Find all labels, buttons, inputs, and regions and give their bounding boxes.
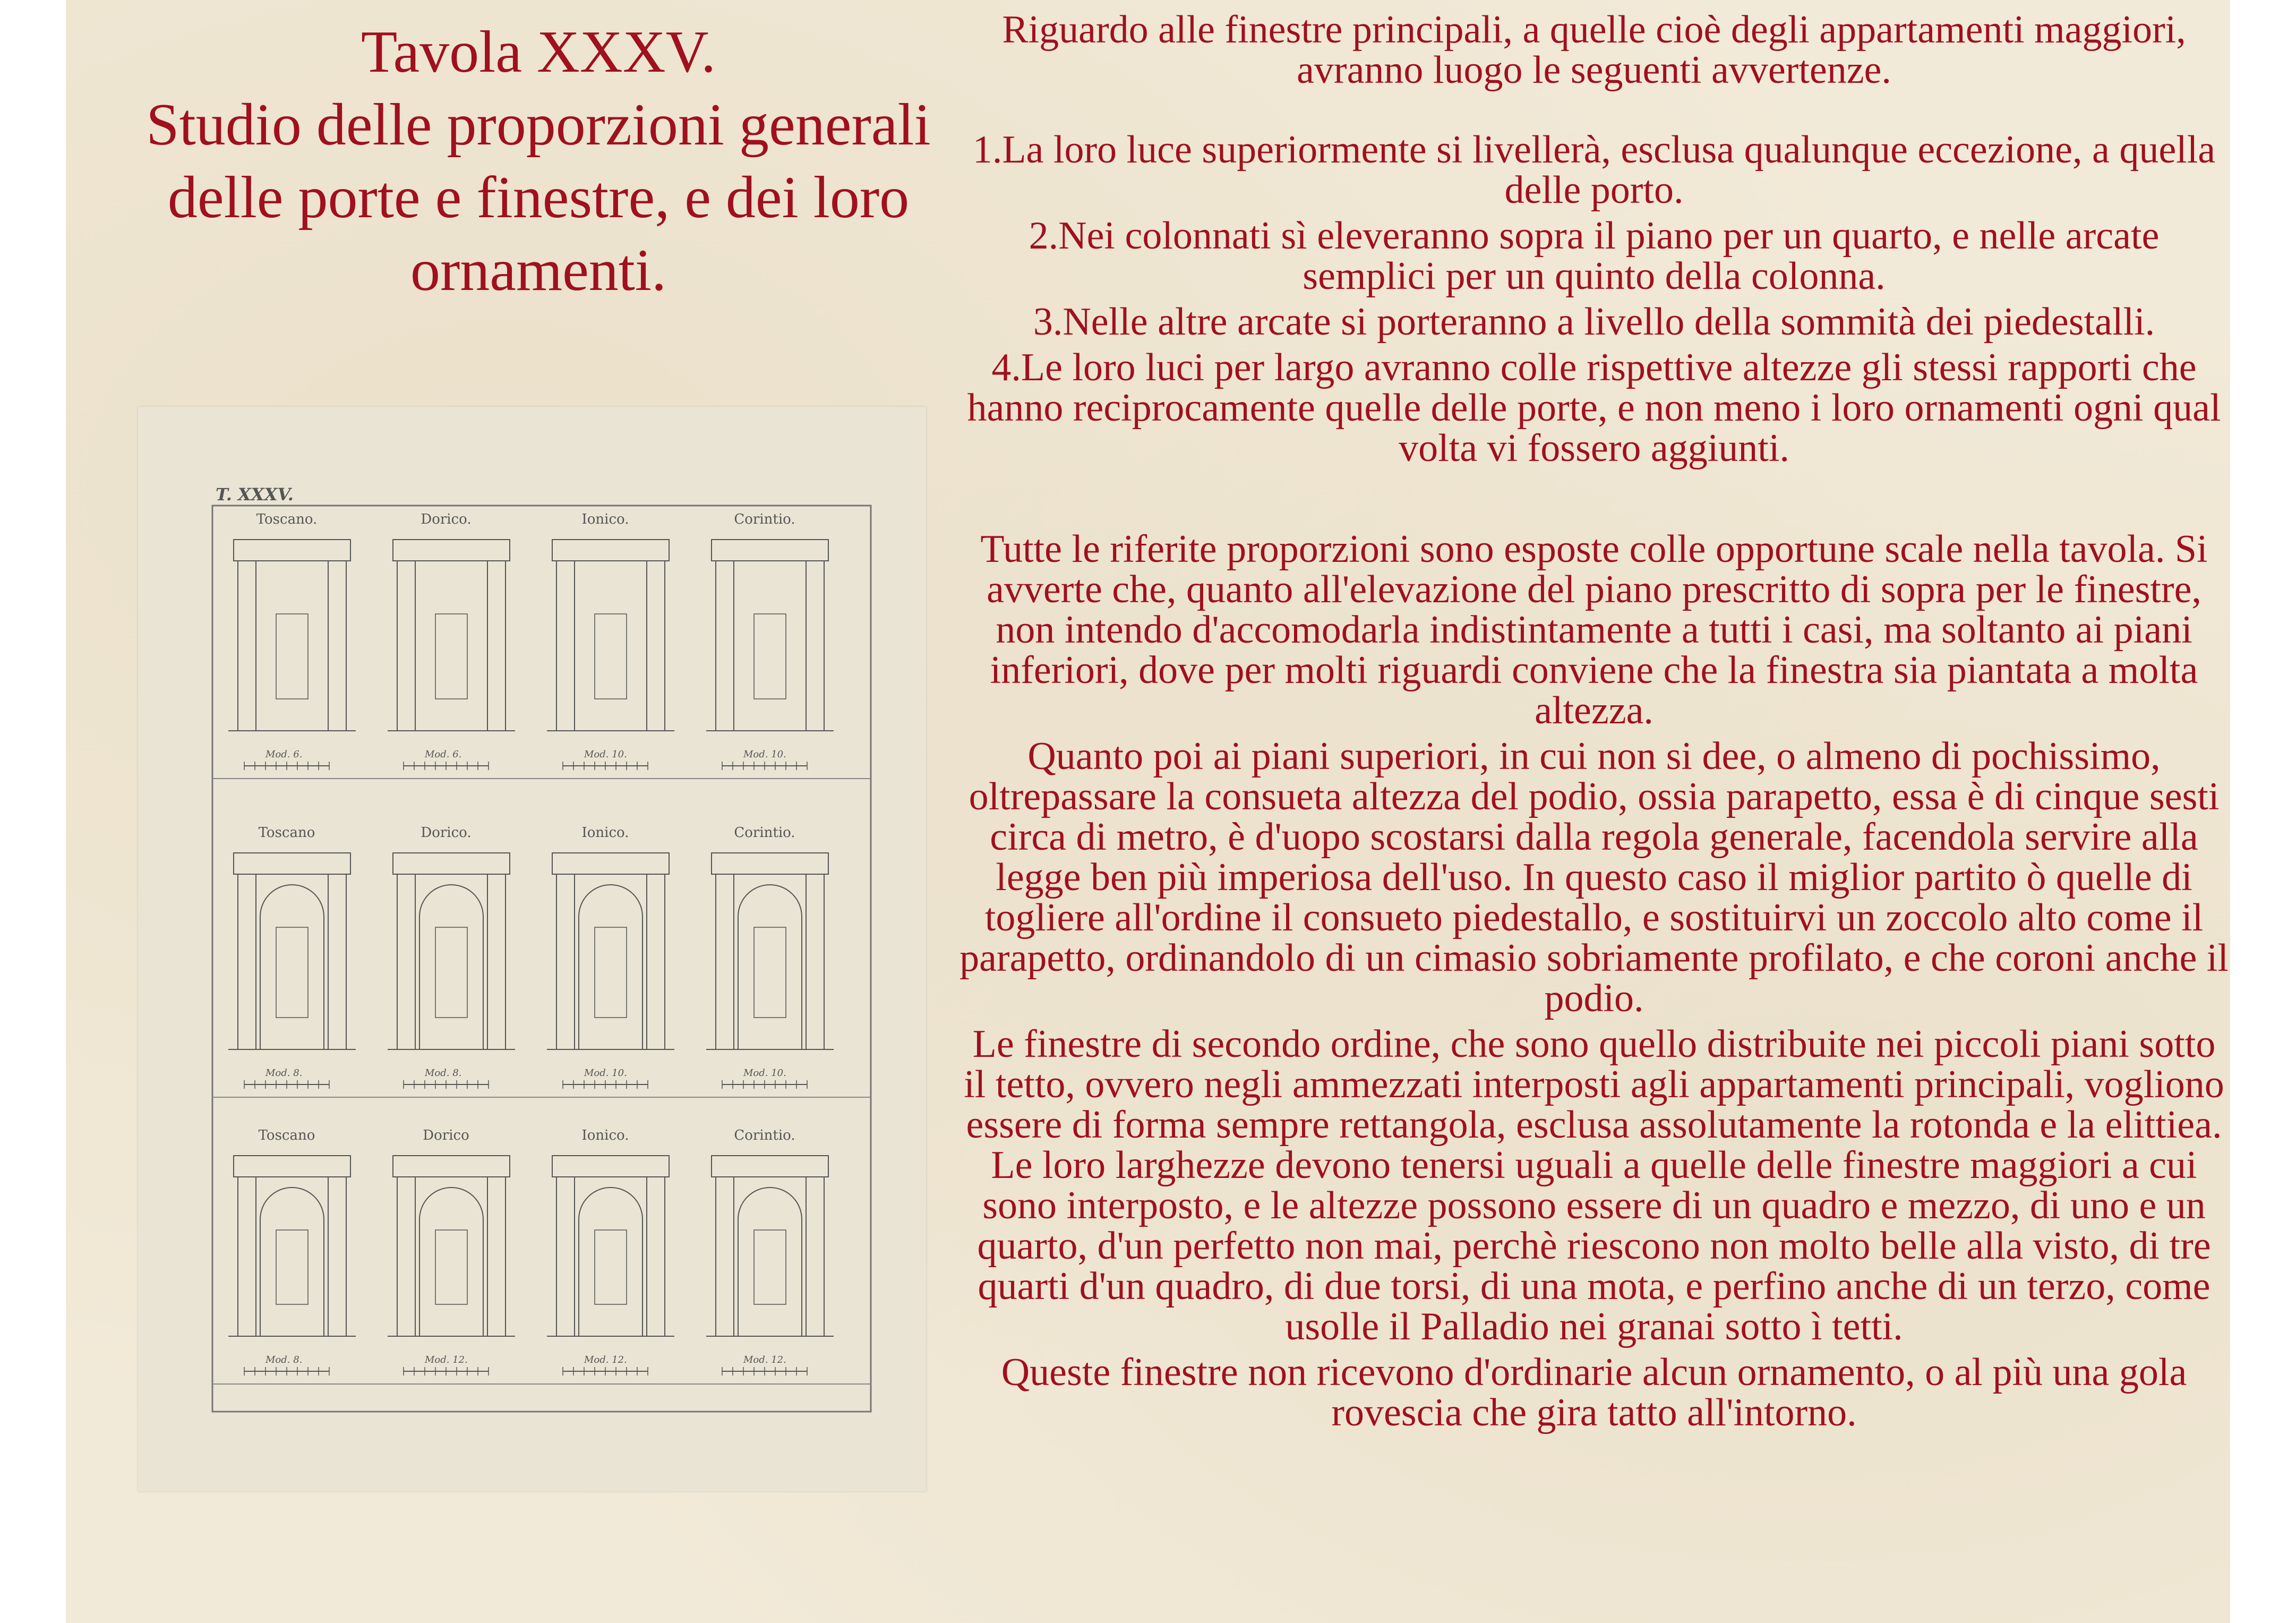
scale-label: Mod. 12. <box>425 1354 468 1365</box>
column <box>328 1177 346 1336</box>
scale-label: Mod. 10. <box>743 1067 786 1079</box>
column <box>806 874 824 1049</box>
column <box>397 1177 415 1336</box>
column <box>238 561 256 731</box>
order-label: Ionico. <box>581 1127 629 1143</box>
entablature <box>712 1156 828 1177</box>
arch <box>260 885 324 1049</box>
order-label: Corintio. <box>734 511 795 527</box>
order-label: Dorico. <box>421 825 472 841</box>
window-opening <box>435 927 467 1018</box>
column <box>647 874 665 1049</box>
column <box>556 561 575 731</box>
window-opening <box>754 927 786 1018</box>
column <box>238 1177 256 1336</box>
column <box>556 1177 575 1336</box>
column <box>397 874 415 1049</box>
plate-number: T. XXXV. <box>216 484 294 505</box>
entablature <box>552 540 669 561</box>
rule-item: 4.Le loro luci per largo avranno colle rispettive altezze gli stessi rapporti che hanno reciprocamente quelle delle porte, e non meno i loro ornamenti ogni qual volta vi fossero aggiunti. <box>967 346 2221 470</box>
body-paragraph: Le finestre di secondo ordine, che sono quello distribuite nei piccoli piani sotto il tetto, ovvero negli ammezzati interposti agli appartamenti principali, vogliono essere di forma sempre rettangola, esclusa assolutamente la rotonda e la elittiea. Le loro larghezze devono tenersi uguali a quelle delle finestre maggiori a cui sono interposto, e le altezze possono essere di un quadro e mezzo, di uno e un quarto, d'un perfetto non mai, perchè riescono non molto belle alla visto, di tre quarti d'un quadro, di due torsi, di una mota, e perfino anche di un terzo, come usolle il Palladio nei granai sotto ì tetti. <box>964 1022 2224 1348</box>
body-paragraph: Quanto poi ai piani superiori, in cui non si dee, o almeno di pochissimo, oltrepassare la consueta altezza del podio, ossia parapetto, essa è di cinque sesti circa di metro, è d'uopo scostarsi dalla regola generale, facendola servire alla legge ben più imperiosa dell'uso. In questo caso il miglior partito ò quelle di togliere all'ordine il consueto piedestallo, e sostituirvi un zoccolo alto come il parapetto, ordinandolo di un cimasio sobriamente profilato, e che coroni anche il podio. <box>959 734 2229 1020</box>
arch <box>738 885 802 1049</box>
column <box>556 874 575 1049</box>
column <box>716 561 734 731</box>
column <box>487 874 506 1049</box>
entablature <box>552 853 669 874</box>
scale-label: Mod. 10. <box>743 749 786 760</box>
entablature <box>234 1156 350 1177</box>
column <box>487 1177 506 1336</box>
entablature <box>393 1156 510 1177</box>
column <box>806 1177 824 1336</box>
order-label: Ionico. <box>581 825 629 841</box>
column <box>397 561 415 731</box>
body-paragraph: Tutte le riferite proporzioni sono esposte colle opportune scale nella tavola. Si avverte che, quanto all'elevazione del piano prescritto di sopra per le finestre, non intendo d'accomodarla indistintamente a tutti i casi, ma soltanto ai piani inferiori, dove per molti riguardi conviene che la finestra sia piantata a molta altezza. <box>980 527 2208 732</box>
order-label: Dorico. <box>421 511 472 527</box>
plate-frame <box>212 506 871 1412</box>
window-opening <box>595 927 627 1018</box>
scale-label: Mod. 6. <box>425 749 462 760</box>
order-label: Ionico. <box>581 511 629 527</box>
order-label: Corintio. <box>734 1127 795 1143</box>
entablature <box>234 853 350 874</box>
order-label: Toscano. <box>256 511 318 527</box>
order-label: Dorico <box>423 1127 469 1143</box>
order-label: Toscano <box>258 825 315 841</box>
rule-item: 2.Nei colonnati sì eleveranno sopra il piano per un quarto, e nelle arcate semplici per un quinto della colonna. <box>1029 214 2160 298</box>
body-paragraph: Queste finestre non ricevono d'ordinarie alcun ornamento, o al più una gola rovescia che gira tatto all'intorno. <box>1001 1351 2187 1434</box>
rule-item: 3.Nelle altre arcate si porteranno a livello della sommità dei piedestalli. <box>1033 300 2155 344</box>
arch <box>738 1188 802 1336</box>
intro-paragraph: Riguardo alle finestre principali, a quelle cioè degli appartamenti maggiori, avranno luogo le seguenti avvertenze. <box>1002 8 2186 92</box>
scale-label: Mod. 8. <box>265 1067 303 1079</box>
arch <box>579 1188 642 1336</box>
column <box>716 1177 734 1336</box>
column <box>806 561 824 731</box>
entablature <box>552 1156 669 1177</box>
page-title <box>130 16 947 307</box>
window-opening <box>754 614 786 699</box>
arch <box>419 885 483 1049</box>
plate-drawing <box>138 407 926 1491</box>
entablature <box>393 540 510 561</box>
page <box>66 0 2230 1623</box>
entablature <box>393 853 510 874</box>
arch <box>260 1188 324 1336</box>
window-opening <box>595 1230 627 1304</box>
window-opening <box>435 1230 467 1304</box>
window-opening <box>276 614 308 699</box>
scale-label: Mod. 8. <box>265 1354 303 1365</box>
title-line: Studio delle proporzioni generali <box>146 92 931 158</box>
plate-rows <box>212 511 871 1384</box>
column <box>716 874 734 1049</box>
column <box>328 874 346 1049</box>
title-line: delle porte e finestre, e dei loro <box>167 165 910 230</box>
scale-label: Mod. 10. <box>584 749 627 760</box>
column <box>328 561 346 731</box>
window-opening <box>435 614 467 699</box>
order-label: Corintio. <box>734 825 795 841</box>
scale-label: Mod. 10. <box>584 1067 627 1079</box>
scale-label: Mod. 12. <box>743 1354 786 1365</box>
order-label: Toscano <box>258 1127 315 1143</box>
rule-item: 1.La loro luce superiormente si livellerà, esclusa qualunque eccezione, a quella delle porto. <box>972 128 2216 212</box>
scale-label: Mod. 6. <box>265 749 303 760</box>
entablature <box>712 853 828 874</box>
title-line: Tavola XXXV. <box>361 19 716 85</box>
window-opening <box>276 927 308 1018</box>
column <box>647 1177 665 1336</box>
arch <box>579 885 642 1049</box>
window-opening <box>276 1230 308 1304</box>
text-column <box>958 10 2230 1438</box>
column <box>647 561 665 731</box>
entablature <box>234 540 350 561</box>
arch <box>419 1188 483 1336</box>
entablature <box>712 540 828 561</box>
window-opening <box>754 1230 786 1304</box>
scale-label: Mod. 8. <box>425 1067 462 1079</box>
column <box>487 561 506 731</box>
scale-label: Mod. 12. <box>584 1354 627 1365</box>
plate-image <box>138 407 926 1491</box>
title-line: ornamenti. <box>410 237 667 303</box>
column <box>238 874 256 1049</box>
window-opening <box>595 614 627 699</box>
